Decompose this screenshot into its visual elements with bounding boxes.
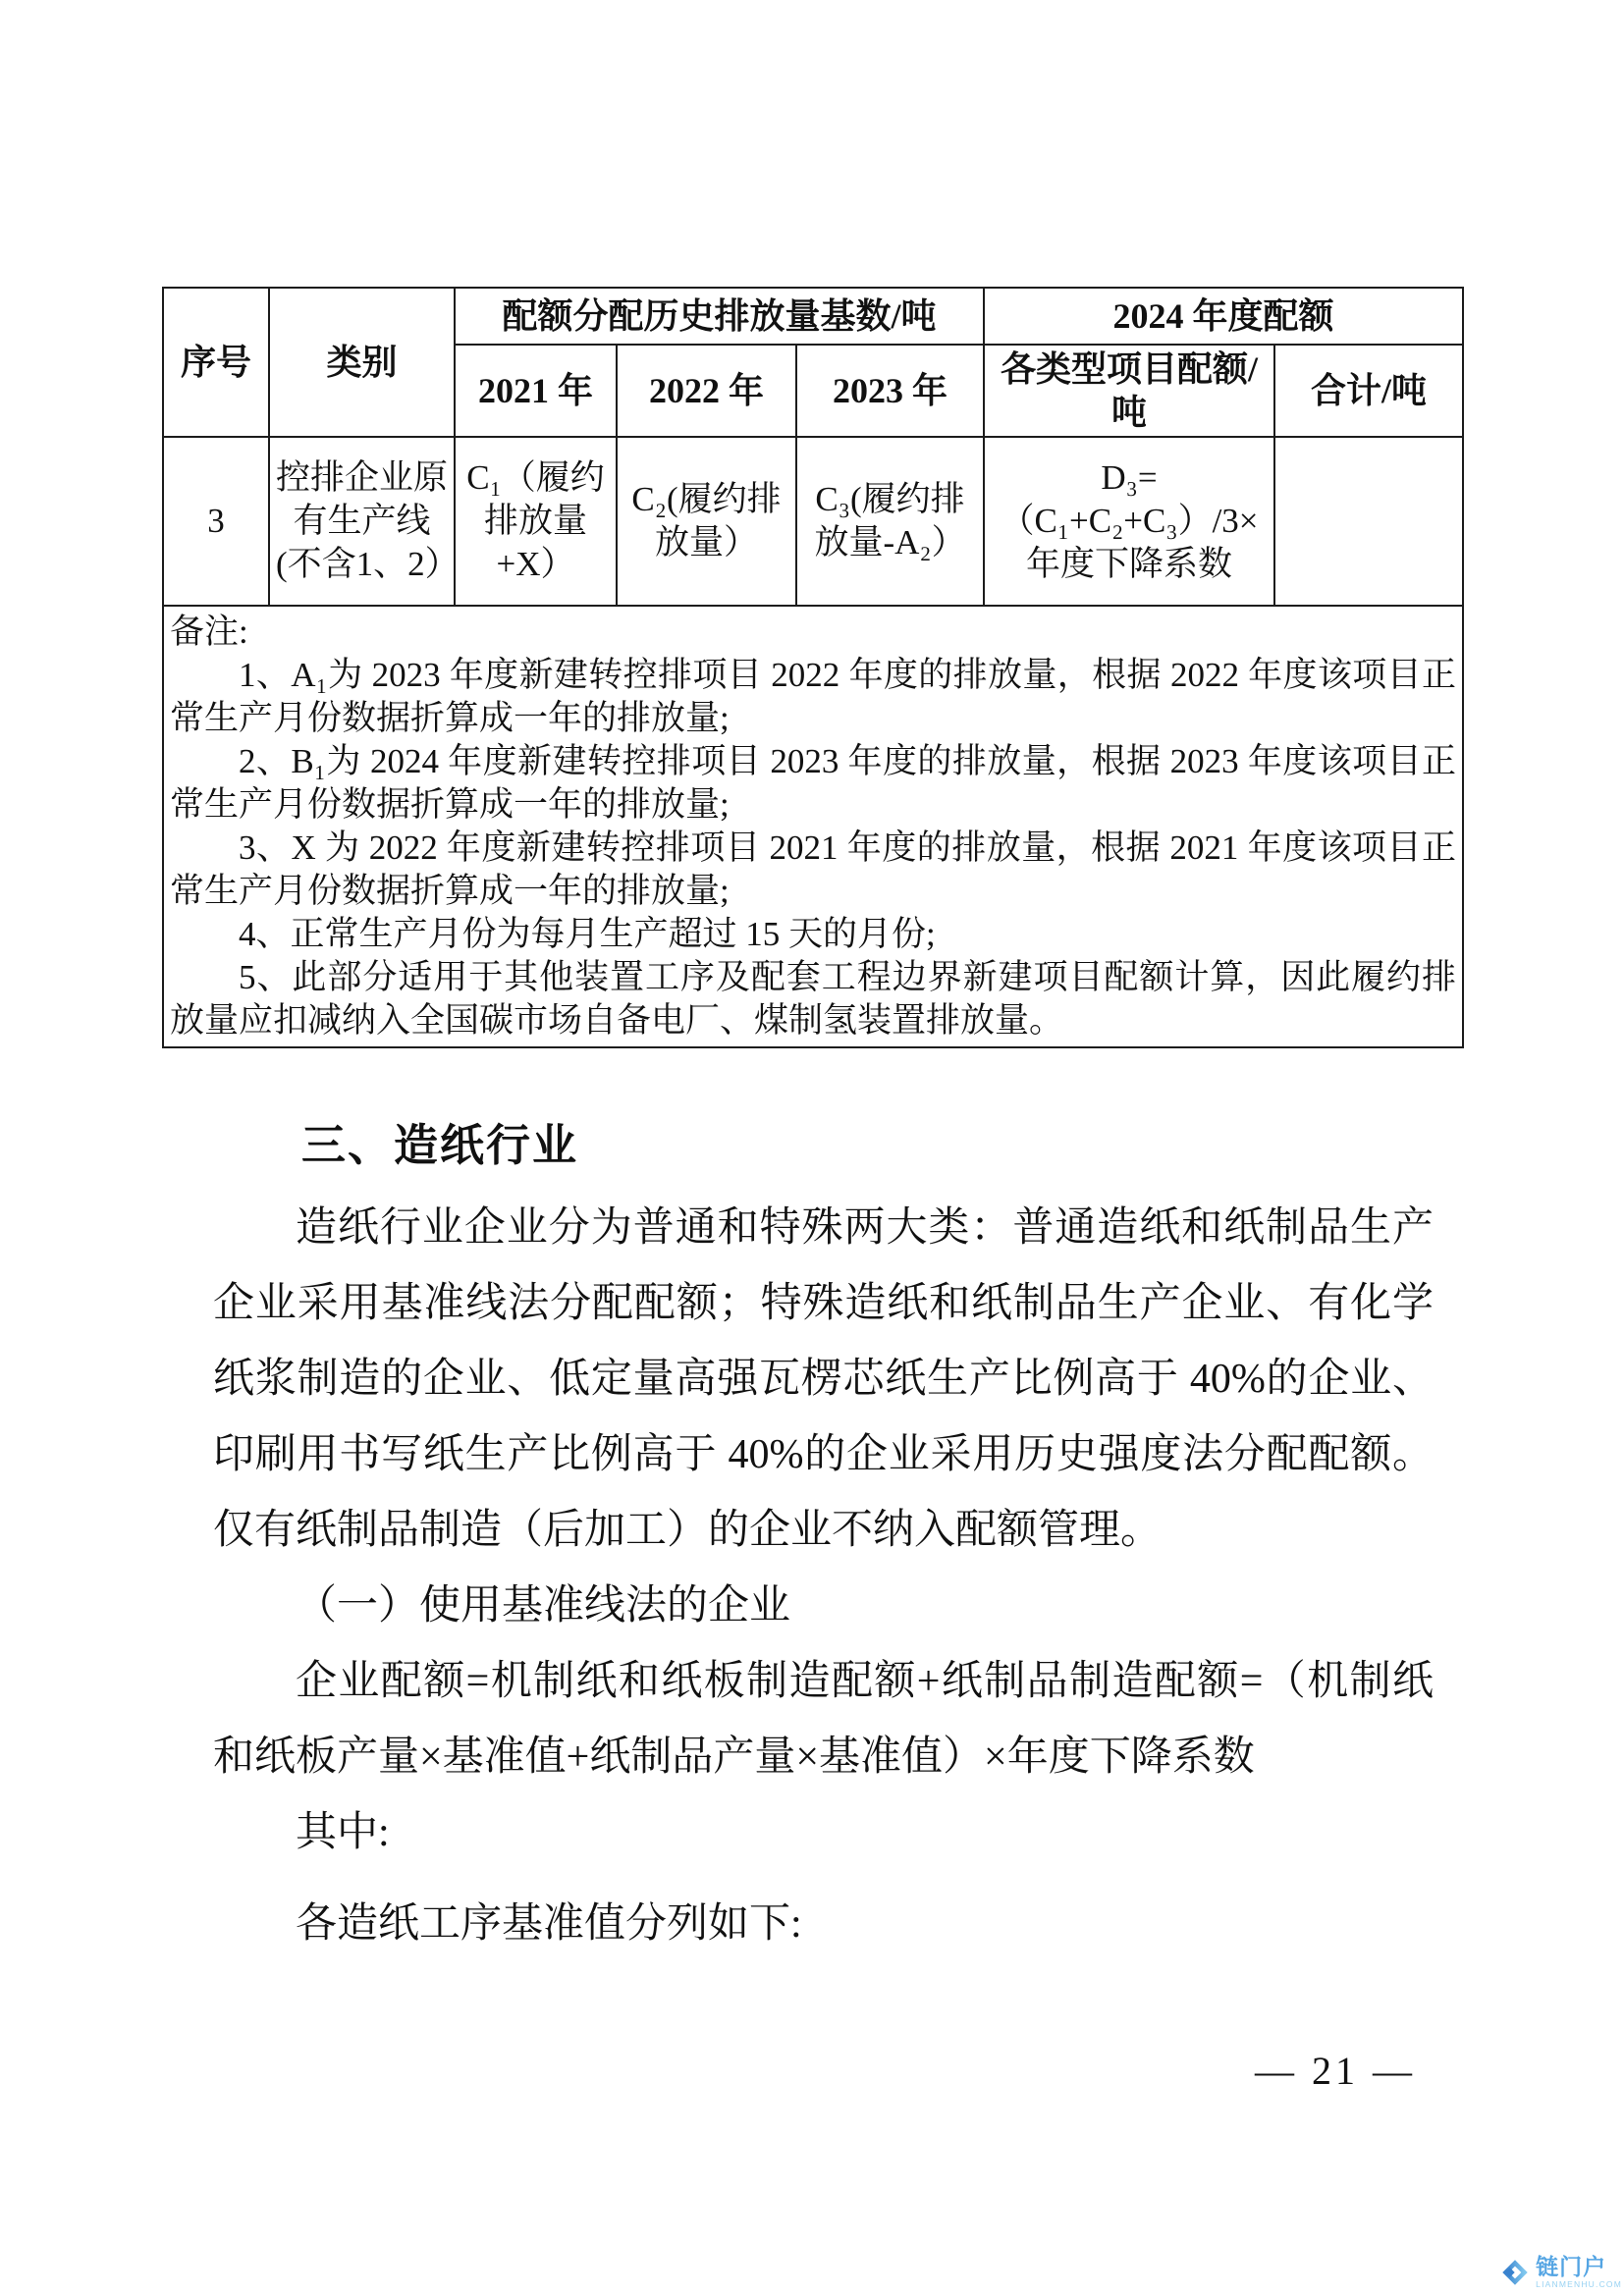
note-item-3: 3、X 为 2022 年度新建转控排项目 2021 年度的排放量，根据 2021 年度该项目正常生产月份数据折算成一年的排放量;: [170, 828, 1457, 910]
header-2024-group: 2024 年度配额: [984, 288, 1463, 345]
header-2021: 2021 年: [455, 345, 617, 437]
note-item-5: 5、此部分适用于其他装置工序及配套工程边界新建项目配额计算，因此履约排放量应扣减纳入全国碳市场自备电厂、煤制氢装置排放量。: [170, 958, 1457, 1040]
notes-cell: [163, 606, 1463, 1047]
header-project-quota: 各类型项目配额/吨: [984, 345, 1274, 437]
header-2023: 2023 年: [796, 345, 984, 437]
paragraph-industry-overview: 造纸行业企业分为普通和特殊两大类：普通造纸和纸制品生产企业采用基准线法分配配额；特殊造纸和纸制品生产企业、有化学纸浆制造的企业、低定量高强瓦楞芯纸生产比例高于 40%的企业、印刷用书写纸生产比例高于 40%的企业采用历史强度法分配配额。仅有纸制品制造（后加工）的企业不纳入配额管理。: [213, 1205, 1434, 1553]
cell-2022: C₂(履约排放量）: [617, 437, 796, 606]
header-total: 合计/吨: [1274, 345, 1463, 437]
header-category: 类别: [269, 288, 455, 437]
paragraph-benchmark-intro: 各造纸工序基准值分列如下:: [296, 1901, 802, 1947]
note-item-1: 1、A₁为 2023 年度新建转控排项目 2022 年度的排放量，根据 2022 年度该项目正常生产月份数据折算成一年的排放量;: [170, 656, 1457, 737]
quota-allocation-table: [162, 287, 1464, 1048]
cell-project-quota: D₃=（C₁+C₂+C₃）/3×年度下降系数: [984, 437, 1274, 606]
chain-diamond-icon: [1497, 2255, 1533, 2290]
paragraph-quota-formula: 企业配额=机制纸和纸板制造配额+纸制品制造配额=（机制纸和纸板产量×基准值+纸制品产量×基准值）×年度下降系数: [213, 1659, 1434, 1780]
header-history-group: 配额分配历史排放量基数/吨: [455, 288, 984, 345]
table-notes-row: [163, 606, 1463, 1047]
watermark-texts: [1536, 2256, 1622, 2289]
cell-seq: 3: [163, 437, 269, 606]
cell-2023: C₃(履约排放量-A₂）: [796, 437, 984, 606]
cell-category: 控排企业原有生产线(不含1、2）: [269, 437, 455, 606]
cell-total: [1274, 437, 1463, 606]
table-row: [163, 437, 1463, 606]
watermark-name: 链门户: [1536, 2254, 1607, 2280]
note-item-4: 4、正常生产月份为每月生产超过 15 天的月份;: [239, 915, 936, 953]
page-number: — 21 —: [1255, 2049, 1416, 2093]
paragraph-among-label: 其中:: [296, 1810, 390, 1855]
watermark-logo: [1497, 2255, 1622, 2290]
notes-label: 备注:: [170, 613, 248, 651]
watermark-domain: LIANMENHU.COM: [1536, 2279, 1622, 2290]
note-item-2: 2、B₁为 2024 年度新建转控排项目 2023 年度的排放量，根据 2023 年度该项目正常生产月份数据折算成一年的排放量;: [170, 742, 1457, 824]
header-seq: 序号: [163, 288, 269, 437]
cell-2021: C₁（履约排放量+X）: [455, 437, 617, 606]
header-2022: 2022 年: [617, 345, 796, 437]
table-header-group-row: [163, 288, 1463, 345]
sub-heading-benchmark-method: （一）使用基准线法的企业: [296, 1583, 791, 1629]
section-heading: 三、造纸行业: [301, 1120, 579, 1170]
body-section: [213, 1107, 1434, 1962]
